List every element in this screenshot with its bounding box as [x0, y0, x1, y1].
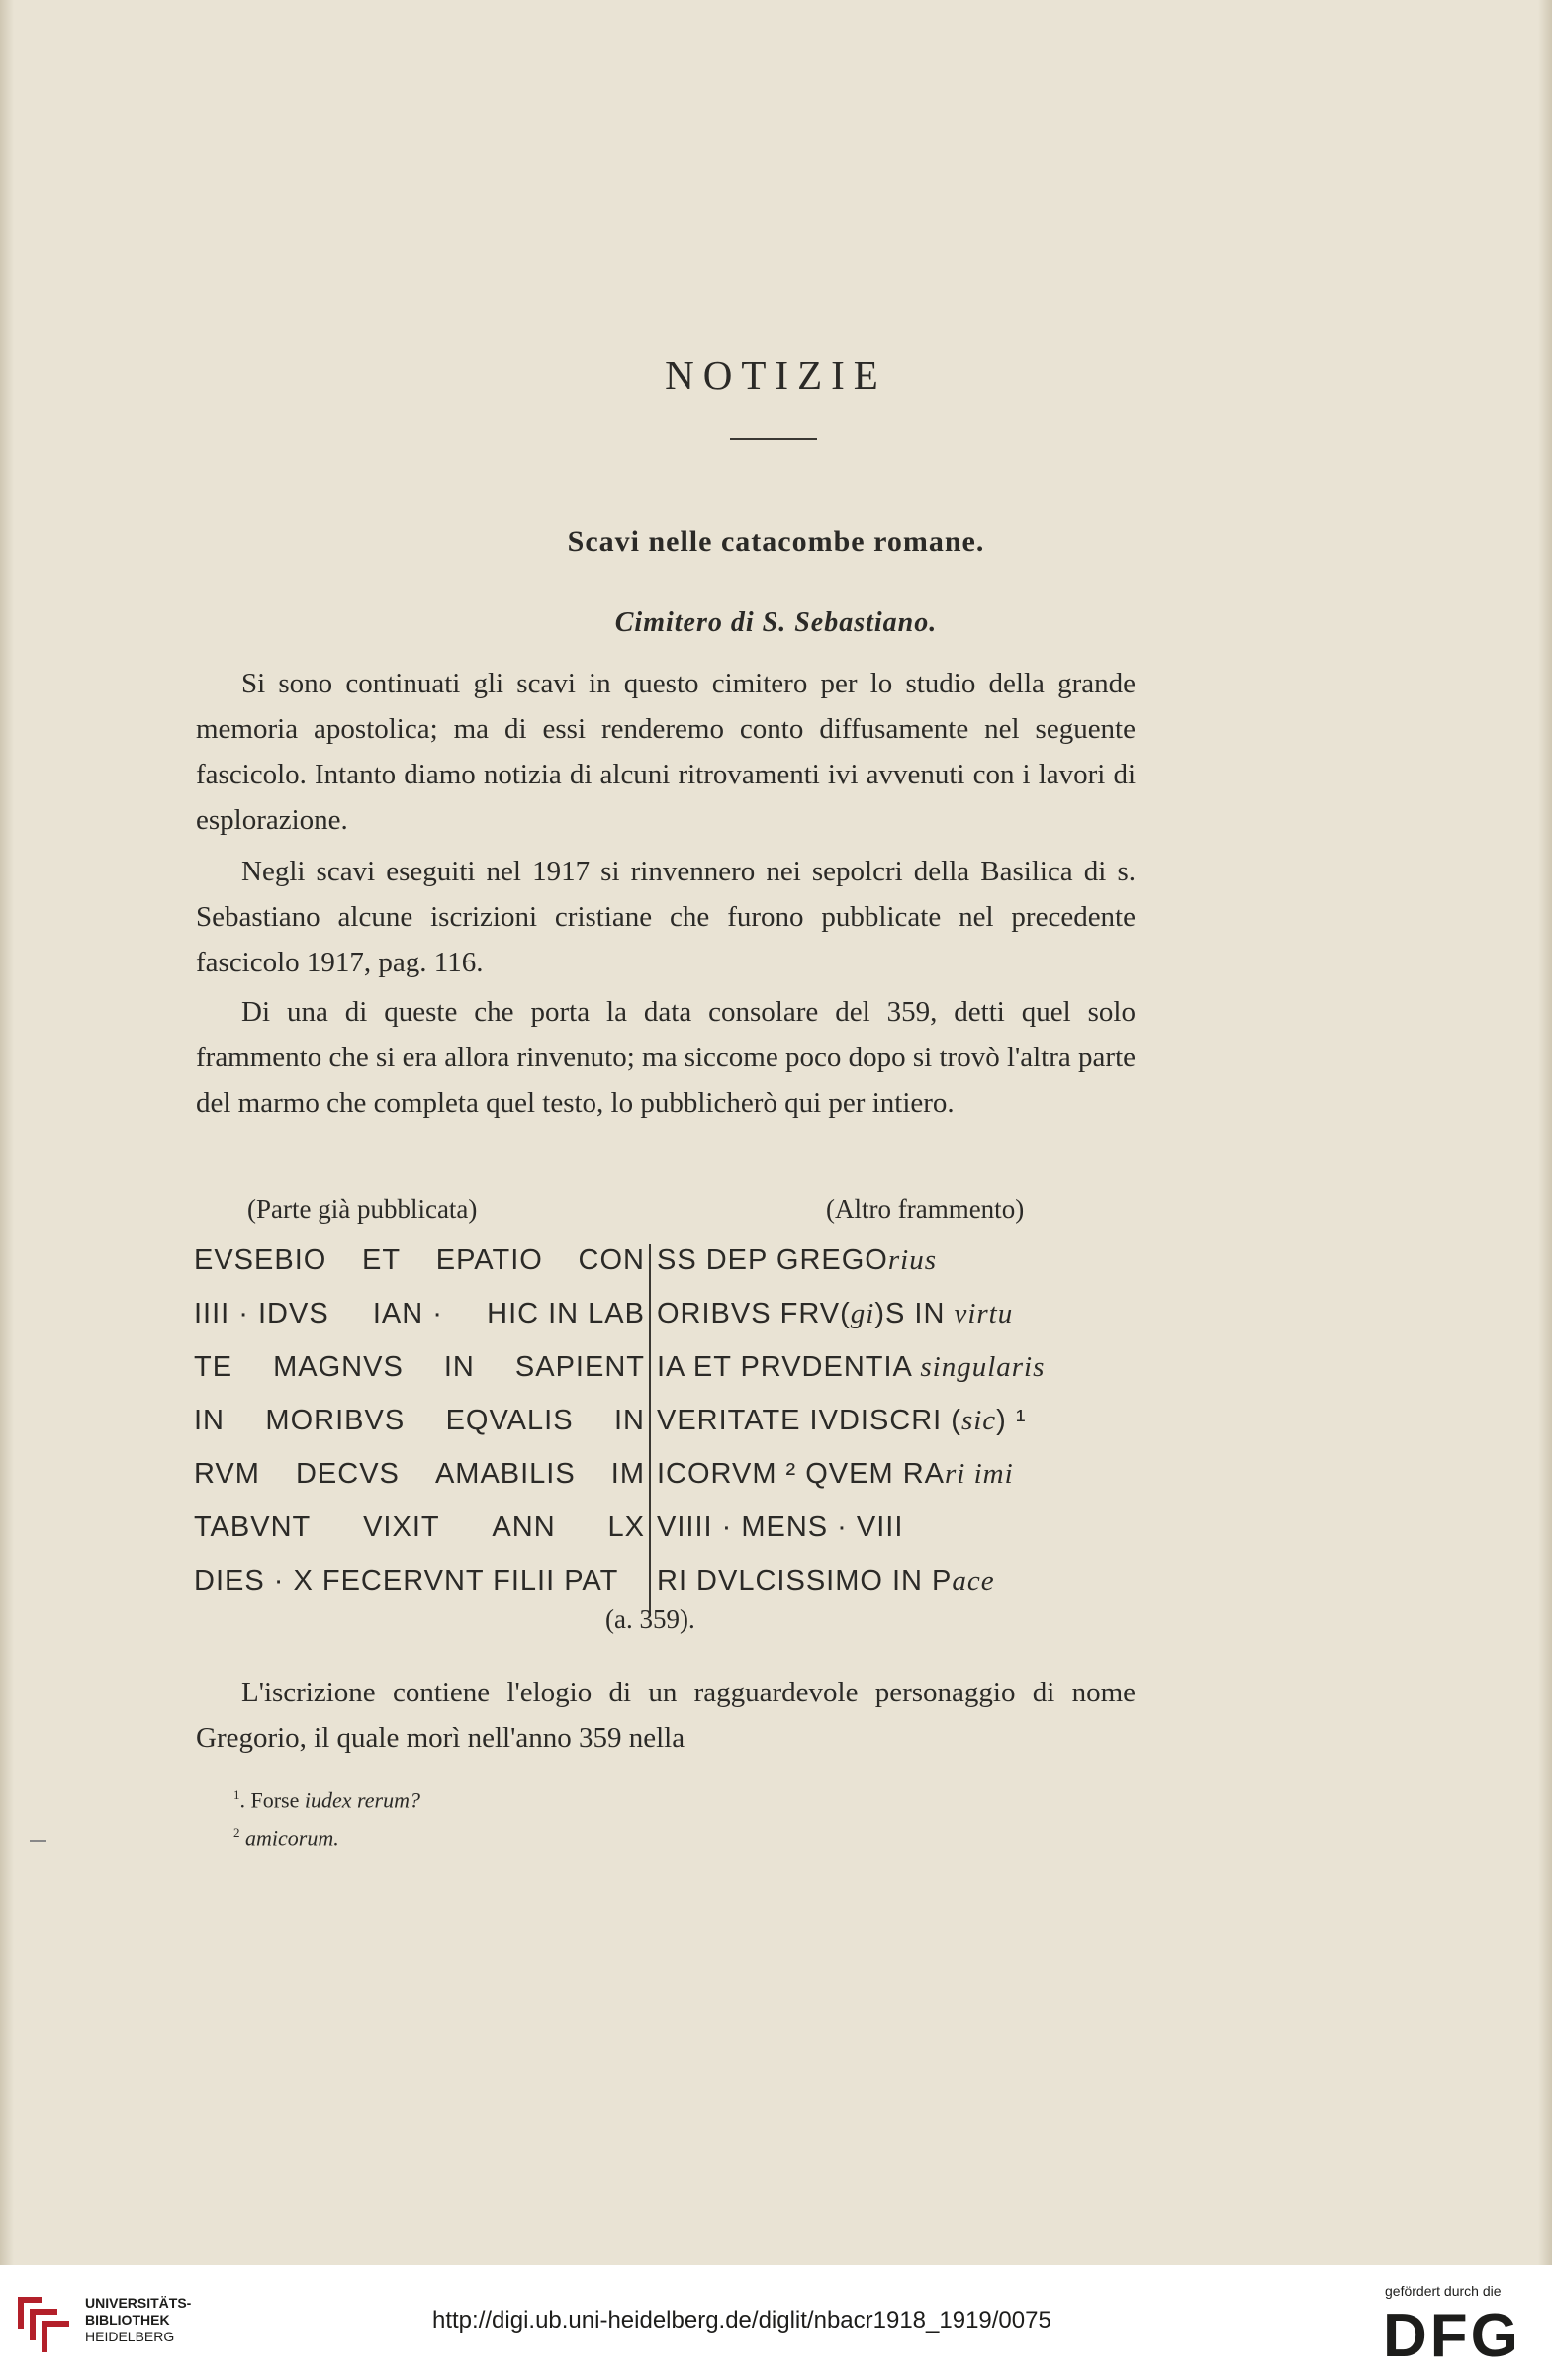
inscription-word: TABVNT [194, 1511, 312, 1543]
inscription-word: IN [443, 1351, 475, 1383]
library-logo-icon [12, 2289, 73, 2358]
paragraph-4: L'iscrizione contiene l'elogio di un ragguardevole personaggio di nome Gregorio, il quale morì nell'anno 359 nella [196, 1677, 1136, 1754]
margin-mark [30, 1840, 46, 1842]
inscription-word: IN [194, 1405, 225, 1436]
inscription-right-text: RI DVLCISSIMO IN Pace [657, 1565, 995, 1597]
inscription-word: HIC IN LAB [487, 1298, 645, 1329]
inscription-word: IM [610, 1458, 645, 1490]
inscription-row [194, 1244, 1143, 1298]
inscription-word: EQVALIS [445, 1405, 574, 1436]
inscription-left-text [194, 1244, 645, 1277]
inscription-date: (a. 359). [605, 1604, 695, 1634]
inscription-word: AMABILIS [434, 1458, 576, 1490]
funded-by-label: gefördert durch die [1385, 2283, 1502, 2299]
inscription-left-text [194, 1351, 645, 1384]
inscription-word: MAGNVS [273, 1351, 404, 1383]
footnote-1 [233, 1779, 420, 1816]
inscription-block [194, 1244, 1143, 1618]
library-line-1: UNIVERSITÄTS- [85, 2295, 192, 2311]
library-line-3: HEIDELBERG [85, 2329, 175, 2344]
inscription-row [194, 1511, 1143, 1565]
inscription-right-text: ICORVM ² QVEM RAri imi [657, 1458, 1014, 1490]
footnote-text: iudex rerum? [304, 1787, 420, 1813]
dfg-logo: DFG [1383, 2302, 1521, 2370]
footnote-number: 2 [233, 1825, 240, 1841]
inscription-row [194, 1298, 1143, 1351]
inscription-word: MORIBVS [265, 1405, 406, 1436]
inscription-row [194, 1351, 1143, 1405]
inscription-left-text [194, 1298, 645, 1330]
inscription-left-text [194, 1458, 645, 1491]
inscription-word: EPATIO [435, 1244, 543, 1276]
inscription-word: CON [578, 1244, 645, 1276]
inscription-word: IN [613, 1405, 645, 1436]
inscription-word: ANN [492, 1511, 556, 1543]
permalink-url[interactable]: http://digi.ub.uni-heidelberg.de/diglit/nbacr1918_1919/0075 [432, 2307, 1051, 2334]
footnote-number: 1 [233, 1787, 240, 1802]
footnote-2 [233, 1816, 420, 1854]
right-column-heading: (Altro frammento) [826, 1194, 1025, 1224]
paragraph-1: Si sono continuati gli scavi in questo cimitero per lo studio della grande memoria apostolica; ma di essi renderemo conto diffusamente nel seguente fascicolo. Intanto diamo notizia di alcuni ritrovamenti ivi avvenuti con i lavori di esplorazione. [196, 668, 1136, 836]
footer-bar [0, 2265, 1552, 2380]
paragraph-2: Negli scavi eseguiti nel 1917 si rinvennero nei sepolcri della Basilica di s. Sebastiano alcune iscrizioni cristiane che furono pubblicate nel precedente fascicolo 1917, pag. 116. [196, 856, 1136, 978]
inscription-row [194, 1405, 1143, 1458]
inscription-word: RVM [194, 1458, 260, 1490]
inscription-right-text: IA ET PRVDENTIA singularis [657, 1351, 1046, 1383]
inscription-divider [649, 1244, 651, 1616]
inscription-row [194, 1458, 1143, 1511]
inscription-left-text [194, 1511, 645, 1544]
inscription-word: TE [194, 1351, 233, 1383]
article-subtitle: Scavi nelle catacombe romane. [567, 525, 985, 558]
inscription-right-text: ORIBVS FRV(gi)S IN virtu [657, 1298, 1014, 1329]
inscription-word: SAPIENT [514, 1351, 645, 1383]
inscription-left-text [194, 1405, 645, 1437]
footnotes [233, 1779, 420, 1855]
inscription-right-text: VERITATE IVDISCRI (sic) ¹ [657, 1405, 1027, 1436]
inscription-word: DECVS [295, 1458, 400, 1490]
inscription-word: IAN · [372, 1298, 443, 1329]
footnote-prefix: . Forse [239, 1787, 305, 1813]
left-column-heading: (Parte già pubblicata) [247, 1194, 478, 1224]
inscription-word: LX [607, 1511, 645, 1543]
inscription-word: IIII · IDVS [194, 1298, 329, 1329]
paragraph-3: Di una di queste che porta la data consolare del 359, detti quel solo frammento che si era allora rinvenuto; ma siccome poco dopo si trovò l'altra parte del marmo che completa quel testo, lo pubblicherò qui per intiero. [196, 996, 1136, 1119]
inscription-word: EVSEBIO [194, 1244, 327, 1276]
page-title: NOTIZIE [665, 352, 887, 398]
footnote-text: amicorum. [245, 1825, 339, 1851]
inscription-right-text: VIIII · MENS · VIII [657, 1511, 904, 1543]
inscription-word: ET [362, 1244, 402, 1276]
inscription-left-text [194, 1565, 645, 1598]
inscription-word: DIES · X FECERVNT FILII PAT [194, 1565, 619, 1597]
inscription-right-text: SS DEP GREGOrius [657, 1244, 938, 1276]
title-rule [730, 438, 817, 440]
inscription-word: VIXIT [363, 1511, 440, 1543]
library-line-2: BIBLIOTHEK [85, 2312, 170, 2328]
section-heading: Cimitero di S. Sebastiano. [614, 607, 938, 638]
library-name [85, 2295, 191, 2345]
